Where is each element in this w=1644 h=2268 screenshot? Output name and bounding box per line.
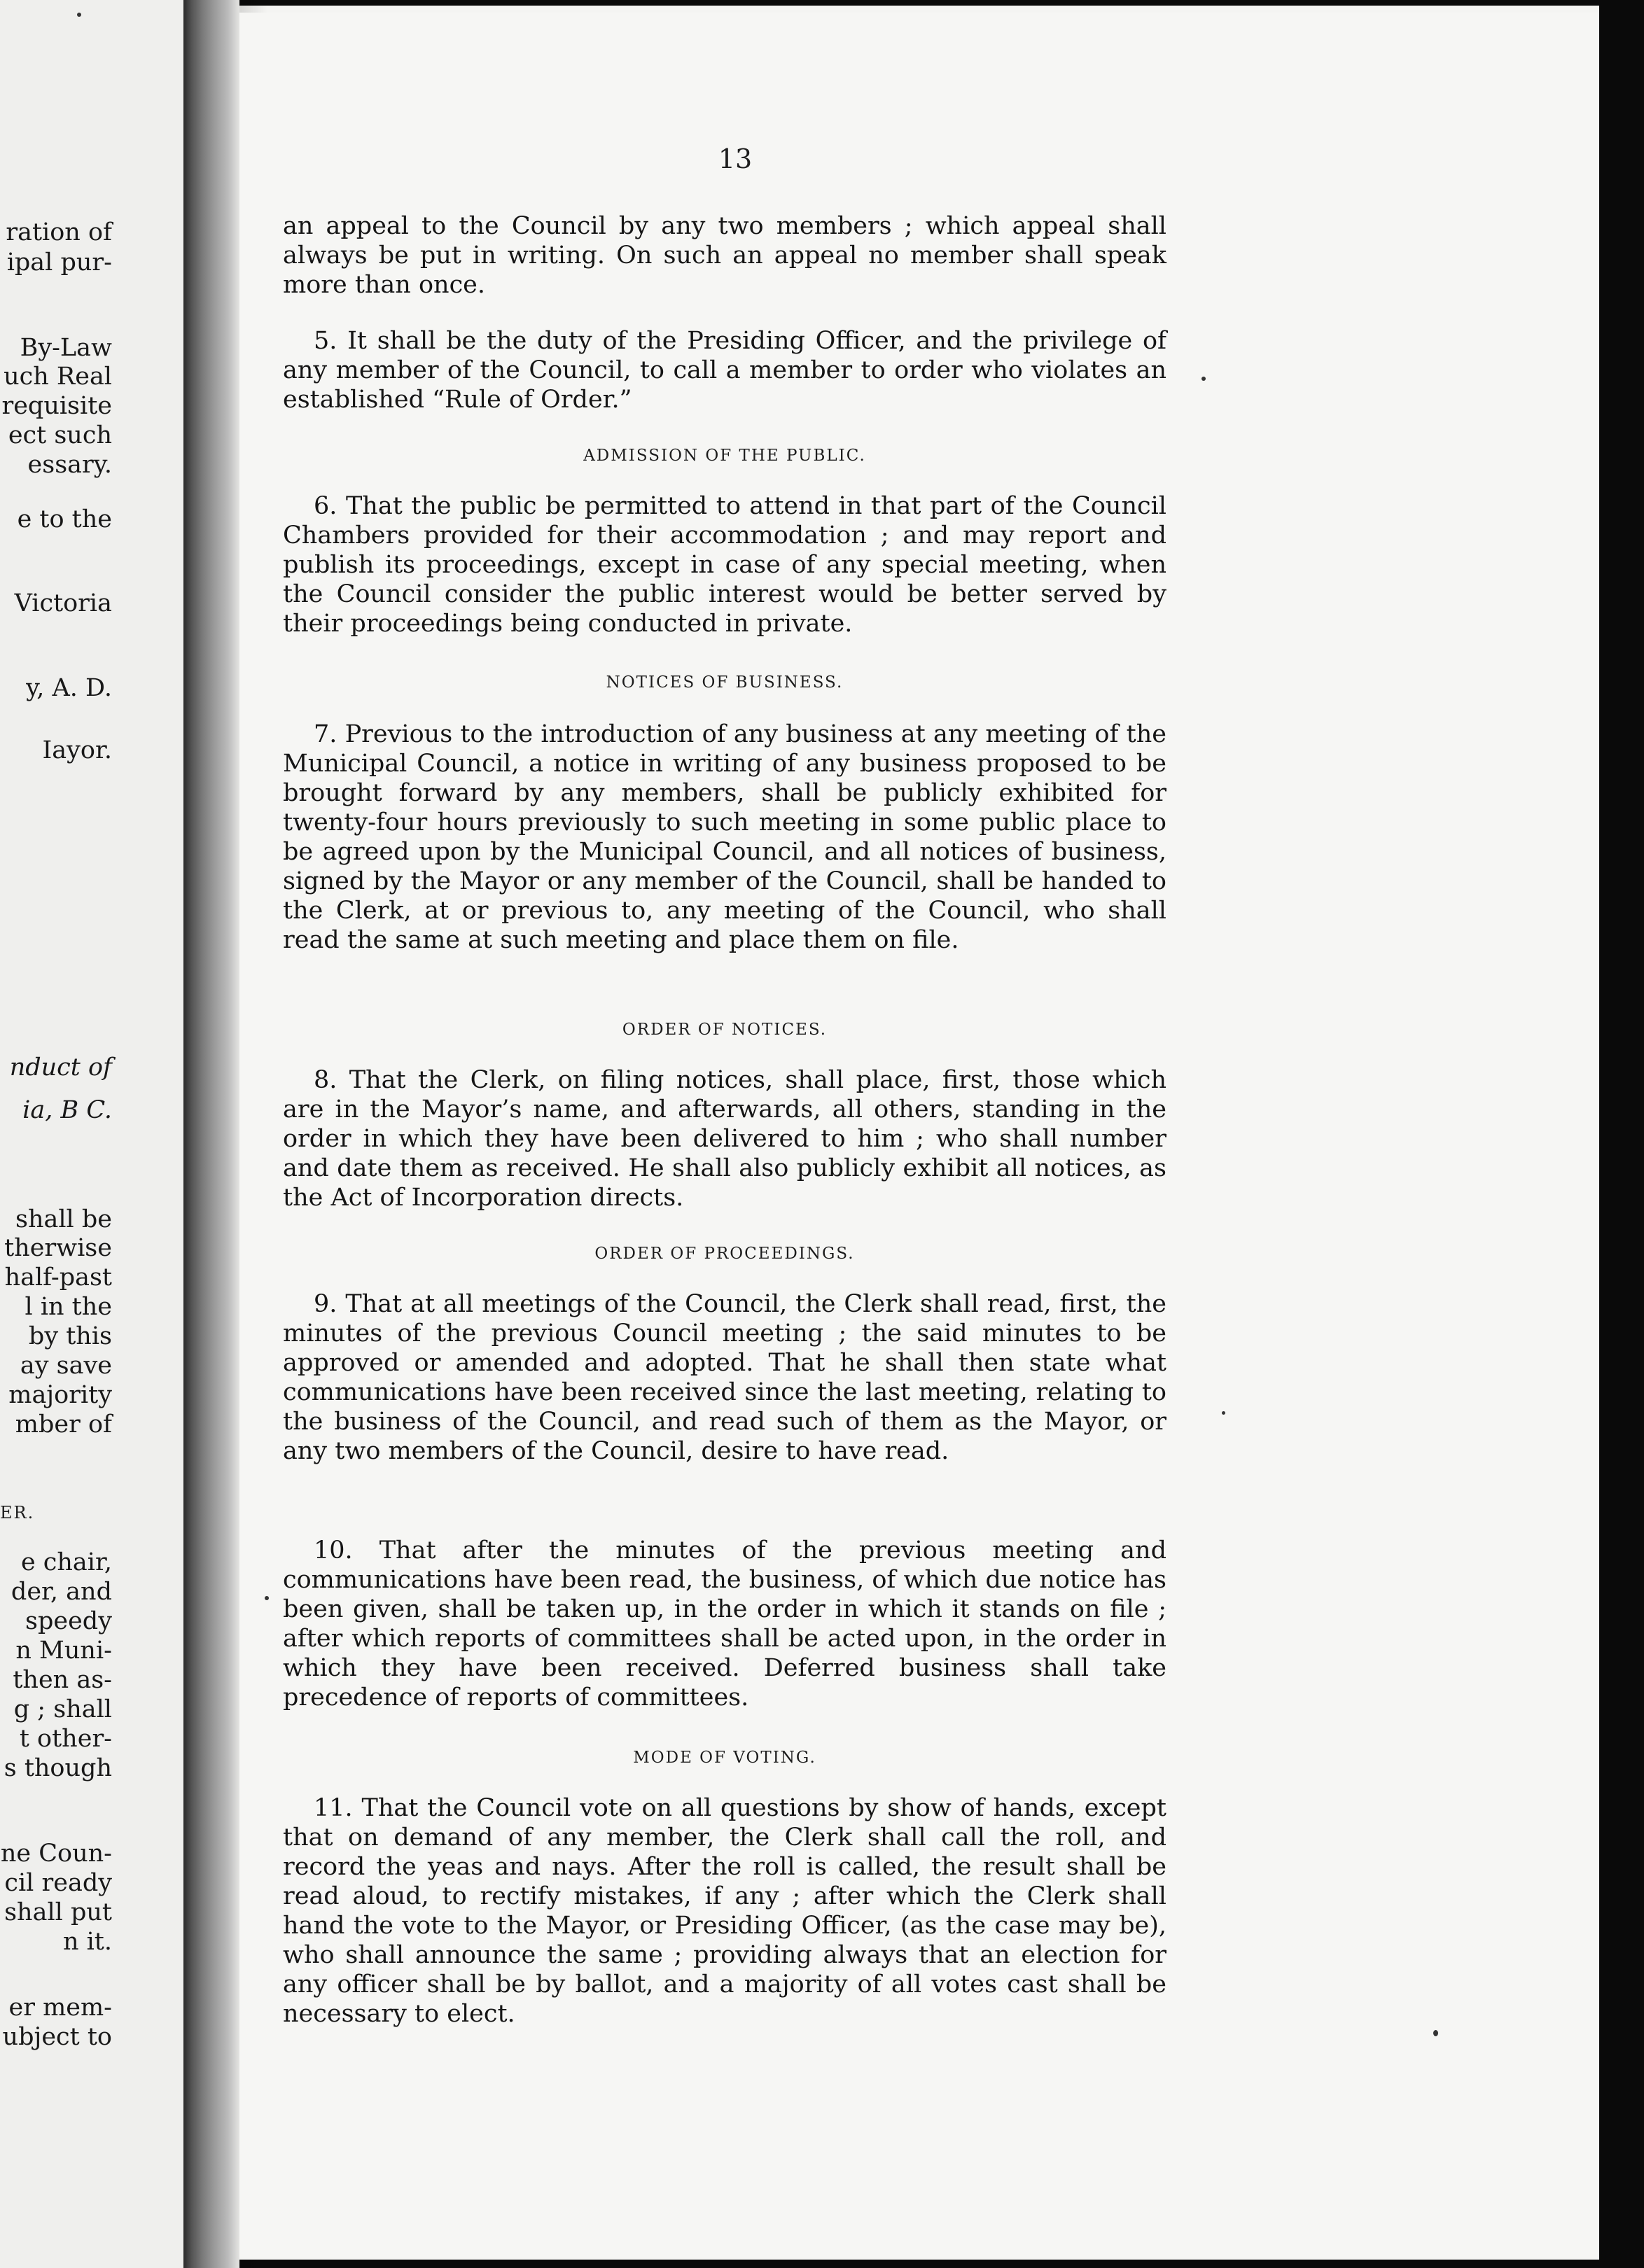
left-page-fragment: by this xyxy=(28,1322,112,1350)
left-page-fragment: g ; shall xyxy=(13,1695,112,1723)
paragraph-rule-8: 8. That the Clerk, on filing notices, shall place, first, those which are in the Mayor’s name, and afterwards, all others, standing in the order in which they have been delivered to him ; who shall number and date them as received. He shall also publicly exhibit all notices, as the Act of Incorporation directs. xyxy=(283,1066,1166,1212)
left-page-fragment: uch Real xyxy=(4,363,112,391)
section-heading-order-of-proceedings: ORDER OF PROCEEDINGS. xyxy=(594,1245,855,1263)
left-page-fragment: essary. xyxy=(27,451,112,479)
section-heading-notices-of-business: NOTICES OF BUSINESS. xyxy=(606,673,844,692)
left-page-fragment: der, and xyxy=(11,1578,112,1606)
left-page-fragment: mber of xyxy=(15,1410,112,1438)
left-page-fragment: speedy xyxy=(25,1607,112,1635)
left-page-fragment: ipal pur- xyxy=(6,248,112,276)
left-page-fragment: By-Law xyxy=(20,334,112,362)
scan-speck xyxy=(77,13,81,17)
left-page-fragment: y, A. D. xyxy=(26,674,112,702)
left-page-fragment: s though xyxy=(4,1754,112,1782)
paragraph-rule-9: 9. That at all meetings of the Council, the Clerk shall read, first, the minutes of the previous Council meeting ; the said minutes to be approved or amended and adopted. That he shall then state what communications have been received since the last meeting, relating to the business of the Council, and read such of them as the Mayor, or any two members of the Council, desire to have read. xyxy=(283,1290,1166,1465)
paragraph-rule-5: 5. It shall be the duty of the Presiding Officer, and the privilege of any member of the Council, to call a member to order who violates an established “Rule of Order.” xyxy=(283,327,1166,414)
section-heading-admission: ADMISSION OF THE PUBLIC. xyxy=(583,447,866,465)
paragraph-rule-11: 11. That the Council vote on all questions by show of hands, except that on demand of any member, the Clerk shall call the roll, and record the yeas and nays. After the roll is called, the result shall be read aloud, to rectify mistakes, if any ; after which the Clerk shall hand the vote to the Mayor, or Presiding Officer, (as the case may be), who shall announce the same ; providing always that an election for any officer shall be by ballot, and a majority of all votes cast shall be necessary to elect. xyxy=(283,1794,1166,2028)
left-page-fragment: ia, B C. xyxy=(22,1096,112,1124)
scan-border-right xyxy=(1599,0,1644,2268)
left-page-fragment: ER. xyxy=(0,1503,35,1522)
section-heading-order-of-notices: ORDER OF NOTICES. xyxy=(622,1021,828,1039)
left-page-fragment: majority xyxy=(8,1381,112,1409)
left-page-fragment: n it. xyxy=(62,1928,112,1956)
left-page-fragment: ect such xyxy=(8,421,112,449)
left-page-fragment: n Muni- xyxy=(15,1637,112,1665)
left-page-fragment: ration of xyxy=(6,218,112,246)
left-page-fragment: cil ready xyxy=(4,1869,112,1897)
left-page-fragment: ay save xyxy=(20,1352,112,1380)
left-page-fragment: ne Coun- xyxy=(0,1840,112,1868)
left-page-fragment: ubject to xyxy=(2,2023,112,2051)
left-page-fragment: er mem- xyxy=(8,1994,112,2022)
left-page-fragment: nduct of xyxy=(9,1054,112,1082)
left-page-fragment: then as- xyxy=(13,1666,112,1694)
scan-speck xyxy=(265,1596,269,1600)
scan-speck xyxy=(1222,1411,1225,1415)
left-page-fragment: Victoria xyxy=(14,589,112,617)
left-page-fragment: shall be xyxy=(15,1205,112,1233)
page-number: 13 xyxy=(718,144,753,174)
left-page-fragment: therwise xyxy=(4,1234,112,1262)
section-heading-mode-of-voting: MODE OF VOTING. xyxy=(633,1749,816,1767)
scan-speck xyxy=(1201,377,1206,381)
left-page-fragment: shall put xyxy=(4,1898,112,1926)
left-page-fragment: t other- xyxy=(19,1725,112,1753)
paragraph-rule-6: 6. That the public be permitted to attend in that part of the Council Chambers provided for their accommodation ; and may report and publish its proceedings, except in case of any special meeting, when the Council consider the public interest would be better served by their proceedings being conducted in private. xyxy=(283,492,1166,638)
left-page-fragment: e to the xyxy=(17,505,112,533)
book-gutter xyxy=(183,0,239,2268)
left-page-fragment: half-past xyxy=(4,1264,112,1292)
left-page-fragment: e chair, xyxy=(20,1548,112,1576)
left-page-fragment: l in the xyxy=(25,1293,112,1321)
left-page-fragment: Iayor. xyxy=(42,736,112,764)
left-facing-page xyxy=(0,0,189,2268)
paragraph-rule-10: 10. That after the minutes of the previous meeting and communications have been read, the business, of which due notice has been given, shall be taken up, in the order in which it stands on file ; after which reports of committees shall be acted upon, in the order in which they have been received. Deferred business shall take precedence of reports of committees. xyxy=(283,1536,1166,1712)
paragraph-rule-7: 7. Previous to the introduction of any business at any meeting of the Municipal Council, a notice in writing of any business proposed to be brought forward by any members, shall be publicly exhibited for twenty-four hours previously to such meeting in some public place to be agreed upon by the Municipal Council, and all notices of business, signed by the Mayor or any member of the Council, shall be handed to the Clerk, at or previous to, any meeting of the Council, who shall read the same at such meeting and place them on file. xyxy=(283,720,1166,954)
paragraph-continuation: an appeal to the Council by any two members ; which appeal shall always be put in writing. On such an appeal no member shall speak more than once. xyxy=(283,212,1166,299)
left-page-fragment: requisite xyxy=(1,392,112,420)
scan-speck xyxy=(1433,2030,1438,2036)
